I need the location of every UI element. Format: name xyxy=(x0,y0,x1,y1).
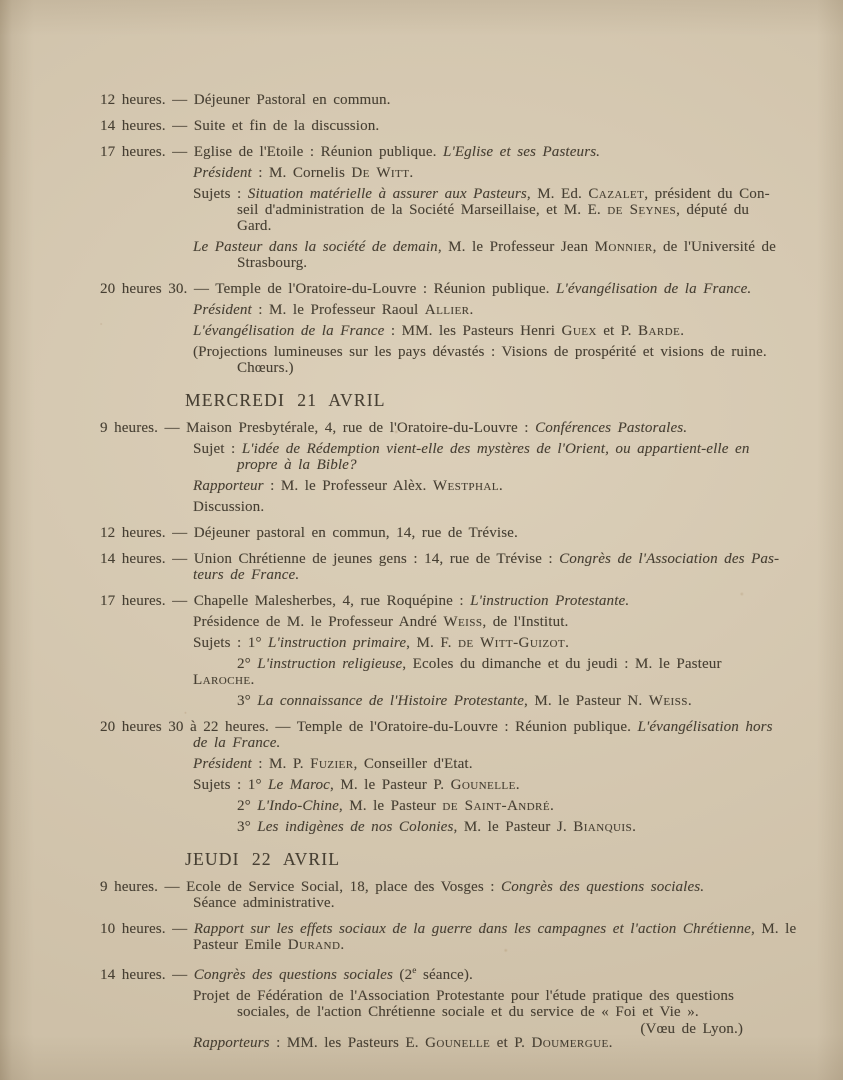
text-segment: L'Eglise et ses Pasteurs. xyxy=(442,144,601,160)
text-segment: . xyxy=(340,937,345,953)
text-segment: Allier xyxy=(424,302,470,318)
text-segment: Séance administrative. xyxy=(193,895,335,911)
text-segment: 12 heures. — Déjeuner pastoral en commun, 14, rue de Trévise. xyxy=(100,525,518,541)
schedule-line xyxy=(237,202,750,218)
text-segment: 20 heures 30. — Temple de l'Oratoire-du-Louvre : Réunion publique. xyxy=(100,281,556,297)
text-segment: : M. le Professeur Raoul xyxy=(251,302,425,318)
text-segment: Situation matérielle à assurer aux Pasteurs xyxy=(247,186,527,202)
text-segment: Congrès des questions sociales xyxy=(193,967,393,983)
text-segment: Monnier xyxy=(594,239,653,255)
day-heading: JEUDI 22 AVRIL xyxy=(185,849,341,869)
schedule-line xyxy=(193,344,767,360)
schedule-entry xyxy=(100,420,750,515)
text-segment: , député du xyxy=(676,202,750,218)
text-segment: . xyxy=(409,165,414,181)
text-segment: L'instruction religieuse xyxy=(257,656,403,672)
text-segment: Gard. xyxy=(237,218,272,234)
text-segment: De Witt xyxy=(351,165,410,181)
schedule-line xyxy=(100,420,743,436)
text-segment: Les indigènes de nos Colonies xyxy=(257,819,454,835)
text-segment: La connaissance de l'Histoire Protestante xyxy=(257,693,525,709)
text-segment: Weiss xyxy=(443,614,483,630)
schedule-line xyxy=(193,186,770,202)
text-segment: , M. le Professeur Jean xyxy=(437,239,595,255)
text-segment: Barde xyxy=(638,323,681,339)
text-segment: propre à la Bible? xyxy=(237,457,357,473)
text-segment: Congrès de l'Association des Pas- xyxy=(559,551,780,567)
text-segment: . xyxy=(608,1035,613,1051)
schedule-line xyxy=(100,593,743,609)
schedule-line xyxy=(193,988,743,1004)
schedule-line xyxy=(237,360,743,376)
text-segment: , M. le Pasteur J. xyxy=(453,819,574,835)
schedule-line xyxy=(193,635,743,651)
text-segment: , Ecoles du dimanche et du jeudi : M. le Pasteur xyxy=(402,656,722,672)
schedule-line xyxy=(193,937,743,953)
text-segment: Discussion. xyxy=(193,499,265,515)
text-segment: Congrès des questions sociales. xyxy=(501,879,705,895)
text-segment: . xyxy=(515,777,520,793)
schedule-entry xyxy=(100,144,776,271)
schedule-entry xyxy=(100,921,797,953)
text-segment: Sujets : xyxy=(193,186,248,202)
text-segment: 9 heures. — Ecole de Service Social, 18, place des Vosges : xyxy=(100,879,502,895)
text-segment: 14 heures. — Suite et fin de la discussion. xyxy=(100,118,380,134)
text-segment: Bianquis xyxy=(573,819,633,835)
text-segment: Doumergue xyxy=(531,1035,609,1051)
text-segment: . xyxy=(680,323,685,339)
text-segment: et P. xyxy=(596,323,638,339)
schedule-line xyxy=(193,478,743,494)
schedule-line xyxy=(193,567,743,583)
text-segment: , M. le Pasteur N. xyxy=(524,693,649,709)
text-segment: Durand xyxy=(287,937,341,953)
programme-text-block xyxy=(100,92,797,1051)
text-segment: L'Indo-Chine xyxy=(257,798,339,814)
schedule-line xyxy=(237,1004,743,1020)
text-segment: : MM. les Pasteurs Henri xyxy=(384,323,562,339)
text-segment: . xyxy=(498,478,503,494)
text-segment: (Vœu de Lyon.) xyxy=(640,1021,743,1037)
text-segment: L'évangélisation de la France xyxy=(193,323,385,339)
schedule-line xyxy=(100,92,743,108)
schedule-line xyxy=(237,693,743,709)
schedule-line xyxy=(100,719,773,735)
text-segment: Gounelle xyxy=(450,777,516,793)
text-segment: de Saint-André xyxy=(442,798,550,814)
text-segment: Westphal xyxy=(432,478,499,494)
text-segment: , de l'Institut. xyxy=(482,614,569,630)
schedule-line xyxy=(193,165,743,181)
text-segment: 9 heures. — Maison Presbytérale, 4, rue de l'Oratoire-du-Louvre : xyxy=(100,420,536,436)
schedule-line xyxy=(100,879,743,895)
text-segment: seil d'administration de la Société Marseillaise, et M. E. xyxy=(237,202,608,218)
text-segment: Laroche xyxy=(193,672,251,688)
text-segment: 12 heures. — Déjeuner Pastoral en commun. xyxy=(100,92,391,108)
schedule-line xyxy=(193,777,743,793)
schedule-line xyxy=(193,614,743,630)
text-segment: Le Pasteur dans la société de demain xyxy=(193,239,438,255)
text-segment: Strasbourg. xyxy=(237,255,308,271)
text-segment: Président xyxy=(193,756,252,772)
text-segment: : M. le Professeur Alèx. xyxy=(263,478,433,494)
text-segment: , M. le xyxy=(750,921,797,937)
schedule-entry xyxy=(100,593,743,709)
text-segment: . xyxy=(469,302,474,318)
schedule-line xyxy=(100,921,797,937)
text-segment: 14 heures. — xyxy=(100,967,194,983)
text-segment: . xyxy=(250,672,255,688)
text-segment: Présidence de M. le Professeur André xyxy=(193,614,444,630)
text-segment: , M. le Pasteur xyxy=(338,798,443,814)
schedule-line xyxy=(237,218,743,234)
schedule-line xyxy=(193,499,743,515)
schedule-line xyxy=(100,963,743,983)
schedule-line xyxy=(100,281,752,297)
text-segment: Sujets : 1° xyxy=(193,635,269,651)
text-segment: , Conseiller d'Etat. xyxy=(353,756,473,772)
text-segment: Chœurs.) xyxy=(237,360,294,376)
text-segment: Cazalet xyxy=(588,186,645,202)
text-segment: de Seynes xyxy=(607,202,677,218)
text-segment: : MM. les Pasteurs E. xyxy=(269,1035,426,1051)
text-segment: . xyxy=(550,798,554,814)
text-segment: L'instruction primaire xyxy=(268,635,407,651)
text-segment: Sujets : 1° xyxy=(193,777,269,793)
text-segment: L'évangélisation de la France. xyxy=(556,281,752,297)
text-segment: et P. xyxy=(490,1035,532,1051)
text-segment: Président xyxy=(193,165,252,181)
text-segment: 20 heures 30 à 22 heures. — Temple de l'Oratoire-du-Louvre : Réunion publique. xyxy=(100,719,638,735)
schedule-entry xyxy=(100,551,780,583)
text-segment: (2 xyxy=(392,967,413,983)
schedule-entry xyxy=(100,525,743,541)
text-segment: Guex xyxy=(561,323,597,339)
text-segment: Rapporteurs xyxy=(193,1035,270,1051)
schedule-line xyxy=(237,255,743,271)
schedule-entry xyxy=(100,118,743,134)
text-segment: . xyxy=(565,635,569,651)
text-segment: , de l'Université de xyxy=(652,239,776,255)
text-segment: . xyxy=(632,819,636,835)
schedule-line xyxy=(100,144,743,160)
text-segment: , M. F. xyxy=(406,635,458,651)
text-segment: , M. Ed. xyxy=(526,186,589,202)
schedule-line xyxy=(193,735,743,751)
text-segment: 3° xyxy=(237,693,258,709)
schedule-entry xyxy=(100,281,767,376)
text-segment: 17 heures. — Eglise de l'Etoile : Réunion publique. xyxy=(100,144,443,160)
schedule-entry xyxy=(100,92,743,108)
schedule-line xyxy=(100,551,780,567)
schedule-line xyxy=(193,302,743,318)
text-segment: Projet de Fédération de l'Association Protestante pour l'étude pratique des questions xyxy=(193,988,735,1004)
text-segment: Sujet : xyxy=(193,441,242,457)
schedule-entry xyxy=(100,879,743,911)
text-segment: 14 heures. — Union Chrétienne de jeunes gens : 14, rue de Trévise : xyxy=(100,551,560,567)
schedule-line xyxy=(237,457,743,473)
text-segment: Rapporteur xyxy=(193,478,264,494)
text-segment: : M. P. xyxy=(251,756,311,772)
schedule-line xyxy=(237,798,743,814)
text-segment: 17 heures. — Chapelle Malesherbes, 4, rue Roquépine : xyxy=(100,593,471,609)
schedule-line xyxy=(237,819,743,835)
text-segment: L'idée de Rédemption vient-elle des mystères de l'Orient, ou appartient-elle en xyxy=(241,441,750,457)
text-segment: Le Maroc xyxy=(268,777,330,793)
schedule-line xyxy=(193,441,750,457)
schedule-line xyxy=(193,323,743,339)
text-segment: : M. Cornelis xyxy=(251,165,352,181)
schedule-line xyxy=(193,1035,743,1051)
schedule-line xyxy=(193,895,743,911)
text-segment: L'évangélisation hors xyxy=(637,719,773,735)
text-segment: Gounelle xyxy=(425,1035,491,1051)
text-segment: Weiss xyxy=(648,693,688,709)
text-segment: Fuzier xyxy=(310,756,354,772)
schedule-line xyxy=(193,756,743,772)
schedule-entry xyxy=(100,719,773,835)
text-segment: Conférences Pastorales. xyxy=(535,420,688,436)
schedule-line xyxy=(237,656,743,672)
text-segment: e xyxy=(412,966,417,976)
text-segment: (Projections lumineuses sur les pays dévastés : Visions de prospérité et visions de ruine. xyxy=(193,344,767,360)
text-segment: de la France. xyxy=(193,735,281,751)
text-segment: 2° xyxy=(237,656,258,672)
day-heading: MERCREDI 21 AVRIL xyxy=(185,390,386,410)
text-segment: 10 heures. — xyxy=(100,921,194,937)
text-segment: sociales, de l'action Chrétienne sociale et du service de « Foi et Vie ». xyxy=(237,1004,699,1020)
text-segment: de Witt-Guizot xyxy=(458,635,566,651)
schedule-line xyxy=(193,672,743,688)
text-segment: Pasteur Emile xyxy=(193,937,288,953)
schedule-line xyxy=(193,239,776,255)
text-segment: Rapport sur les effets sociaux de la guerre dans les campagnes et l'action Chrétienne xyxy=(193,921,751,937)
text-segment: , président du Con- xyxy=(644,186,770,202)
text-segment: séance). xyxy=(416,967,473,983)
schedule-line xyxy=(100,118,743,134)
text-segment: , M. le Pasteur P. xyxy=(329,777,451,793)
text-segment: 3° xyxy=(237,819,258,835)
text-segment: L'instruction Protestante. xyxy=(470,593,630,609)
text-segment: Président xyxy=(193,302,252,318)
schedule-entry xyxy=(100,963,743,1051)
text-segment: teurs de France. xyxy=(193,567,300,583)
text-segment: 2° xyxy=(237,798,258,814)
text-segment: . xyxy=(687,693,692,709)
schedule-line xyxy=(100,525,743,541)
